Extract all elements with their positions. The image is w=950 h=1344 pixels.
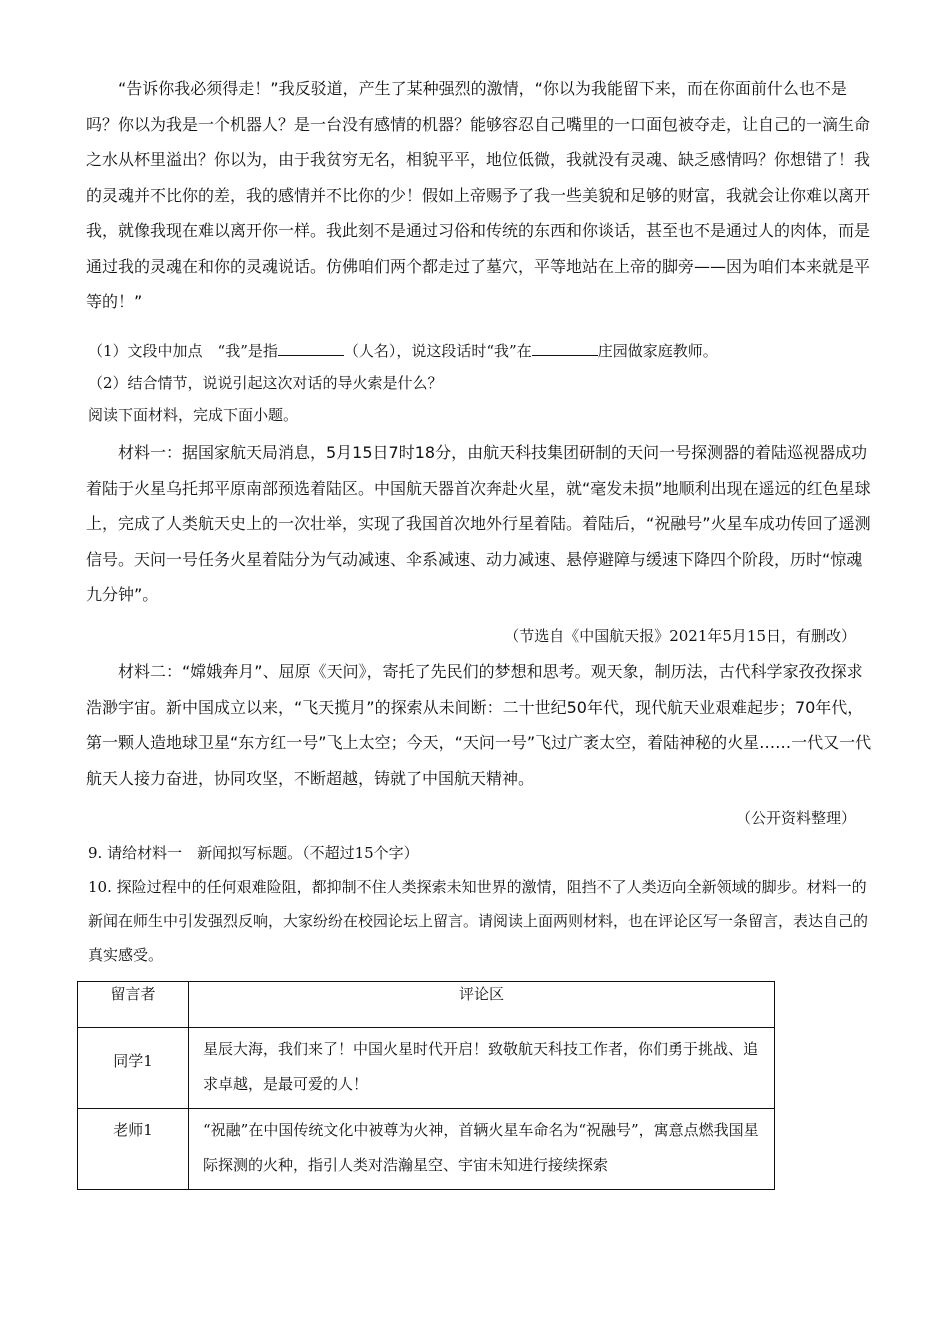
question-1-part-c: 庄园做家庭教师。 [597, 342, 718, 360]
comment-text: “祝融”在中国传统文化中被尊为火神，首辆火星车命名为“祝融号”，寓意点燃我国星际探测的火种，指引人类对浩瀚星空、宇宙未知进行接续探索 [189, 1109, 775, 1190]
reading-instruction: 阅读下面材料，完成下面小题。 [88, 406, 299, 424]
comment-text: 星辰大海，我们来了！中国火星时代开启！致敬航天科技工作者，你们勇于挑战、追求卓越，是最可爱的人！ [189, 1028, 775, 1109]
question-1-part-b: （人名），说这段话时“我”在 [343, 342, 532, 360]
comment-row [78, 1028, 775, 1109]
material-1-text: 材料一：据国家航天局消息，5月15日7时18分，由航天科技集团研制的天问一号探测器的着陆巡视器成功着陆于火星乌托邦平原南部预选着陆区。中国航天器首次奔赴火星，就“毫发未损”地顺利出现在遥远的红色星球上，完成了人类航天史上的一次壮举，实现了我国首次地外行星着陆。着陆后，“祝融号”火星车成功传回了遥测信号。天问一号任务火星着陆分为气动减速、伞系减速、动力减速、悬停避障与缓速下降四个阶段，历时“惊魂九分钟”。 [86, 443, 871, 604]
questions-part1 [88, 335, 878, 431]
question-9: 9. 请给材料一 新闻拟写标题。（不超过15个字） [88, 844, 419, 862]
comment-row [78, 1109, 775, 1190]
answer-blank-manor[interactable] [532, 337, 598, 356]
question-10: 10. 探险过程中的任何艰难险阻，都抑制不住人类探索未知世界的激情，阻挡不了人类迈向全新领域的脚步。材料一的新闻在师生中引发强烈反响，大家纷纷在校园论坛上留言。请阅读上面两则材料，也在评论区写一条留言，表达自己的真实感受。 [88, 878, 869, 964]
material-2 [86, 654, 876, 796]
header-comment: 评论区 [189, 982, 775, 1028]
question-1 [88, 335, 878, 367]
comment-author: 同学1 [78, 1028, 189, 1109]
passage-text: “告诉你我必须得走！”我反驳道，产生了某种强烈的激情，“你以为我能留下来，而在你面前什么也不是吗？你以为我是一个机器人？是一台没有感情的机器？能够容忍自己嘴里的一口面包被夺走，让自己的一滴生命之水从杯里溢出？你以为，由于我贫穷无名，相貌平平，地位低微，我就没有灵魂、缺乏感情吗？你想错了！我的灵魂并不比你的差，我的感情并不比你的少！假如上帝赐予了我一些美貌和足够的财富，我就会让你难以离开我，就像我现在难以离开你一样。我此刻不是通过习俗和传统的东西和你谈话，甚至也不是通过人的肉体，而是通过我的灵魂在和你的灵魂说话。仿佛咱们两个都走过了墓穴，平等地站在上帝的脚旁——因为咱们本来就是平等的！” [86, 79, 871, 311]
material-1-source: （节选自《中国航天报》2021年5月15日，有删改） [504, 627, 856, 645]
comment-table-header [78, 982, 775, 1028]
answer-blank-name[interactable] [278, 337, 344, 356]
questions-part2 [88, 836, 878, 972]
passage-jane-eyre [86, 71, 876, 320]
comment-table [77, 981, 775, 1190]
question-1-part-a: （1）文段中加点 “我”是指 [88, 342, 278, 360]
question-2: （2）结合情节，说说引起这次对话的导火索是什么？ [88, 374, 443, 392]
header-author: 留言者 [78, 982, 189, 1028]
material-2-text: 材料二：“嫦娥奔月”、屈原《天问》，寄托了先民们的梦想和思考。观天象，制历法，古代科学家孜孜探求浩渺宇宙。新中国成立以来，“飞天揽月”的探索从未间断：二十世纪50年代，现代航天业艰难起步；70年代，第一颗人造地球卫星“东方红一号”飞上太空；今天，“天问一号”飞过广袤太空，着陆神秘的火星……一代又一代航天人接力奋进，协同攻坚，不断超越，铸就了中国航天精神。 [86, 662, 872, 788]
material-1 [86, 435, 876, 613]
material-2-source: （公开资料整理） [735, 809, 856, 827]
comment-author: 老师1 [78, 1109, 189, 1190]
